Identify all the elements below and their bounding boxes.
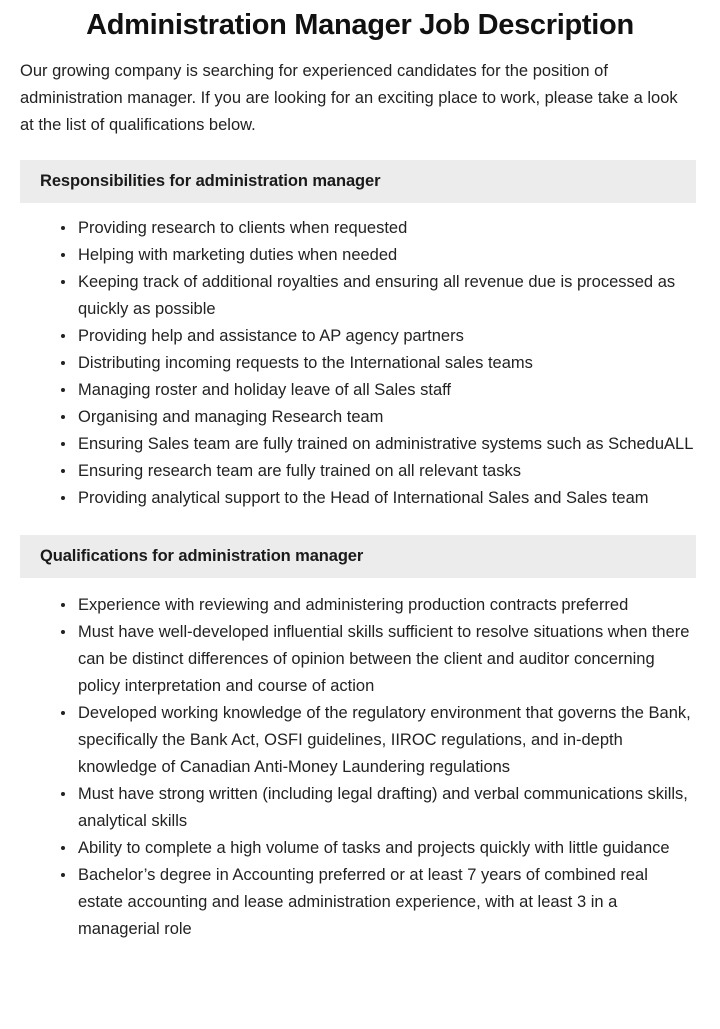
bullet-dot-icon xyxy=(61,442,65,446)
intro-paragraph: Our growing company is searching for experienced candidates for the position of administration manager. If you are looking for an exciting place to work, please take a look at the list of qualifications below. xyxy=(20,62,678,134)
list-item xyxy=(20,700,700,781)
bullet-dot-icon xyxy=(61,415,65,419)
list-item xyxy=(20,485,700,512)
section-header-responsibilities xyxy=(20,160,696,203)
list-item xyxy=(20,350,700,377)
bullet-dot-icon xyxy=(61,846,65,850)
list-item xyxy=(20,377,700,404)
list-item xyxy=(20,323,700,350)
list-item xyxy=(20,781,700,835)
list-item xyxy=(20,242,700,269)
list-item-text: Keeping track of additional royalties and ensuring all revenue due is processed as quickly as possible xyxy=(78,273,676,318)
list-item-text: Developed working knowledge of the regulatory environment that governs the Bank, specifically the Bank Act, OSFI guidelines, IIROC regulations, and in-depth knowledge of Canadian Anti-Money Laundering regulations xyxy=(78,704,691,776)
bullet-dot-icon xyxy=(61,630,65,634)
list-item-text: Helping with marketing duties when needed xyxy=(78,246,398,264)
bullet-dot-icon xyxy=(61,334,65,338)
list-item-text: Providing analytical support to the Head of International Sales and Sales team xyxy=(78,489,649,507)
bullet-dot-icon xyxy=(61,496,65,500)
list-item-text: Distributing incoming requests to the International sales teams xyxy=(78,354,533,372)
list-item xyxy=(20,862,700,943)
responsibilities-list xyxy=(20,203,700,512)
list-item-text: Providing help and assistance to AP agency partners xyxy=(78,327,464,345)
list-item xyxy=(20,404,700,431)
section-qualifications xyxy=(20,535,700,943)
list-item-text: Bachelor’s degree in Accounting preferred or at least 7 years of combined real estate accounting and lease administration experience, with at least 3 in a managerial role xyxy=(78,866,648,938)
list-item xyxy=(20,835,700,862)
bullet-dot-icon xyxy=(61,469,65,473)
section-header-label: Responsibilities for administration manager xyxy=(40,172,381,190)
list-item xyxy=(20,269,700,323)
bullet-dot-icon xyxy=(61,361,65,365)
list-item-text: Providing research to clients when requested xyxy=(78,219,408,237)
list-item-text: Experience with reviewing and administering production contracts preferred xyxy=(78,596,629,614)
bullet-dot-icon xyxy=(61,873,65,877)
bullet-dot-icon xyxy=(61,711,65,715)
page-title: Administration Manager Job Description xyxy=(86,9,634,41)
list-item xyxy=(20,431,700,458)
list-item-text: Ensuring research team are fully trained on all relevant tasks xyxy=(78,462,521,480)
bullet-dot-icon xyxy=(61,226,65,230)
bullet-dot-icon xyxy=(61,603,65,607)
list-item-text: Must have well-developed influential skills sufficient to resolve situations when there can be distinct differences of opinion between the client and auditor concerning policy interpretation and course of action xyxy=(78,623,690,695)
list-item-text: Must have strong written (including legal drafting) and verbal communications skills, analytical skills xyxy=(78,785,688,830)
qualifications-list xyxy=(20,578,700,943)
list-item xyxy=(20,619,700,700)
bullet-dot-icon xyxy=(61,792,65,796)
list-item-text: Ensuring Sales team are fully trained on administrative systems such as ScheduALL xyxy=(78,435,694,453)
section-header-qualifications xyxy=(20,535,696,578)
list-item-text: Organising and managing Research team xyxy=(78,408,384,426)
bullet-dot-icon xyxy=(61,253,65,257)
list-item xyxy=(20,215,700,242)
section-header-label: Qualifications for administration manager xyxy=(40,547,364,565)
list-item-text: Managing roster and holiday leave of all Sales staff xyxy=(78,381,452,399)
list-item xyxy=(20,592,700,619)
section-responsibilities xyxy=(20,160,700,512)
list-item xyxy=(20,458,700,485)
bullet-dot-icon xyxy=(61,280,65,284)
list-item-text: Ability to complete a high volume of tasks and projects quickly with little guidance xyxy=(78,839,670,857)
bullet-dot-icon xyxy=(61,388,65,392)
